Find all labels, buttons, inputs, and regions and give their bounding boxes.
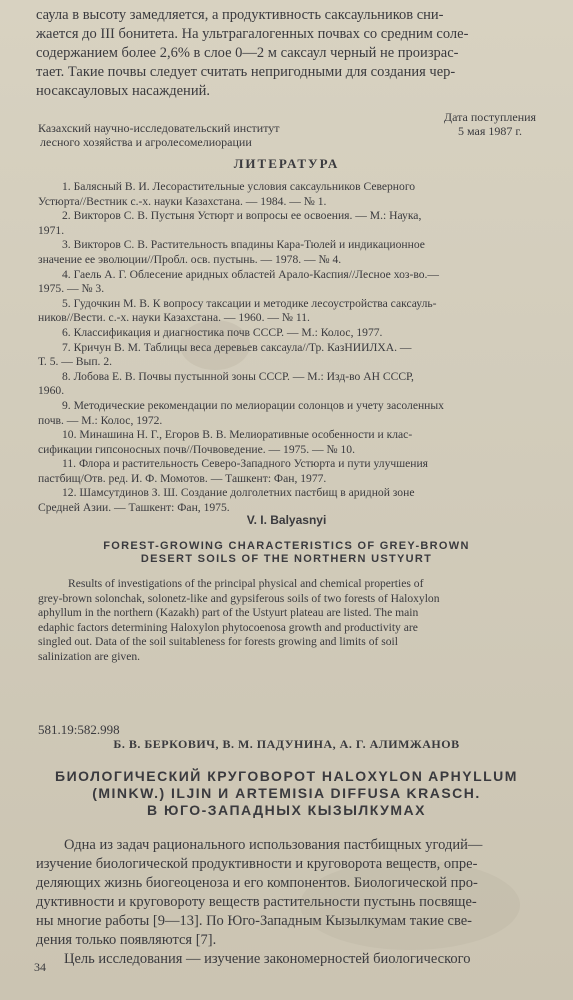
reference-line: 1960.	[38, 384, 65, 398]
abstract-line: Results of investigations of the principal physical and chemical properties of	[68, 577, 424, 590]
reference-line: 11. Флора и растительность Северо-Западного Устюрта и пути улучшения	[62, 457, 429, 471]
reference-line: 8. Лобова Е. В. Почвы пустынной зоны СССР. — М.: Изд-во АН СССР,	[62, 369, 414, 383]
reference-line: 12. Шамсутдинов З. Ш. Создание долголетних пастбищ в аридной зоне	[62, 486, 415, 500]
reference-line: 5. Гудочкин М. В. К вопросу таксации и методике лесоустройства саксауль-	[62, 296, 437, 310]
received-date	[430, 110, 550, 138]
reference-line: Т. 5. — Вып. 2.	[38, 355, 113, 369]
body-line: дуктивности и круговороту веществ растительности пустынь посвяще-	[36, 894, 477, 910]
reference-line: 10. Минашина Н. Г., Егоров В. В. Мелиоративные особенности и клас-	[62, 428, 413, 442]
body-paragraph	[36, 836, 482, 969]
abstract-line: singled out. Data of the soil suitableness for forests growing and limits of soil	[38, 635, 399, 649]
reference-line: значение ее эволюции//Пробл. осв. пустынь. — 1978. — № 4.	[38, 252, 342, 266]
body-line: ны многие работы [9—13]. По Юго-Западным Кызылкумам такие све-	[36, 913, 472, 929]
top-paragraph	[36, 6, 573, 101]
institute-line: лесного хозяйства и агролесомелиорации	[40, 135, 252, 149]
reference-line: ников//Вести. с.-х. науки Казахстана. — 1960. — № 11.	[38, 311, 310, 325]
reference-line: 2. Викторов С. В. Пустыня Устюрт и вопросы ее освоения. — М.: Наука,	[62, 209, 422, 223]
text-line: тает. Такие почвы следует считать непригодными для создания чер-	[36, 64, 456, 80]
abstract-line: grey-brown solonchak, solonetz-like and gypsiferous soils of two forests of Haloxylon	[38, 591, 440, 605]
reference-line: пастбищ/Отв. ред. И. Ф. Момотов. — Ташкент: Фан, 1977.	[38, 471, 327, 485]
institute-line: Казахский научно-исследовательский институт	[38, 121, 280, 135]
reference-line: Средней Азии. — Ташкент: Фан, 1975.	[38, 501, 230, 515]
received-value: 5 мая 1987 г.	[458, 124, 522, 138]
body-line: изучение биологической продуктивности и круговорота веществ, опре-	[36, 856, 478, 872]
body-line: деляющих жизнь биогеоценоза и его компонентов. Биологической про-	[36, 875, 478, 891]
body-line: Одна из задач рационального использования пастбищных угодий—	[64, 837, 483, 853]
body-line: дения только появляются [7].	[36, 932, 217, 948]
body-line: Цель исследования — изучение закономерностей биологического	[64, 951, 471, 967]
russian-title-line: БИОЛОГИЧЕСКИЙ КРУГОВОРОТ HALOXYLON APHYLLUM	[55, 768, 518, 784]
english-title	[0, 540, 573, 566]
reference-line: 6. Классификация и диагностика почв СССР. — М.: Колос, 1977.	[62, 325, 383, 339]
reference-line: 3. Викторов С. В. Растительность впадины Кара-Тюлей и индикационное	[62, 238, 425, 252]
literature-heading: ЛИТЕРАТУРА	[233, 156, 340, 171]
reference-line: 7. Кричун В. М. Таблицы веса деревьев саксаула//Тр. КазНИИЛХА. —	[62, 340, 412, 354]
reference-line: 4. Гаель А. Г. Облесение аридных областей Арало-Каспия//Лесное хоз-во.—	[62, 267, 439, 281]
reference-line: 9. Методические рекомендации по мелиорации солонцов и учету засоленных	[62, 398, 444, 412]
reference-list	[38, 180, 558, 516]
text-line: носаксауловых насаждений.	[36, 83, 210, 99]
russian-title-line: В ЮГО-ЗАПАДНЫХ КЫЗЫЛКУМАХ	[147, 802, 426, 818]
reference-line: почв. — М.: Колос, 1972.	[38, 413, 163, 427]
english-title-line: FOREST-GROWING CHARACTERISTICS OF GREY-BROWN	[103, 540, 470, 552]
reference-line: Устюрта//Вестник с.-х. науки Казахстана. — 1984. — № 1.	[38, 194, 327, 208]
russian-title-line: (MINKW.) ILJIN И ARTEMISIA DIFFUSA KRASCH.	[92, 785, 481, 801]
page-number: 34	[34, 960, 46, 974]
russian-title	[0, 768, 573, 819]
received-label: Дата поступления	[443, 110, 537, 124]
english-abstract	[38, 577, 558, 665]
abstract-line: edaphic factors determining Haloxylon phytocoenosa growth and productivity are	[38, 620, 418, 634]
text-line: жается до III бонитета. На ультрагалогенных почвах со средним соле-	[36, 26, 469, 42]
reference-line: 1. Балясный В. И. Лесорастительные условия саксаульников Северного	[62, 180, 416, 193]
udc-code: 581.19:582.998	[38, 722, 120, 737]
russian-authors: Б. В. БЕРКОВИЧ, В. М. ПАДУНИНА, А. Г. АЛИМЖАНОВ	[113, 737, 460, 751]
english-author: V. I. Balyasnyi	[246, 513, 327, 527]
abstract-line: aphyllum in the northern (Kazakh) part of the Ustyurt plateau are listed. The main	[38, 606, 419, 620]
reference-line: 1975. — № 3.	[38, 282, 105, 296]
reference-line: сификации гипсоносных почв//Почвоведение. — 1975. — № 10.	[38, 442, 355, 456]
abstract-line: salinization are given.	[38, 649, 141, 663]
text-line: саула в высоту замедляется, а продуктивность саксаульников сни-	[36, 7, 444, 23]
reference-line: 1971.	[38, 223, 65, 237]
text-line: содержанием более 2,6% в слое 0—2 м саксаул черный не произрас-	[36, 45, 459, 61]
institute-affiliation	[38, 121, 280, 149]
english-title-line: DESERT SOILS OF THE NORTHERN USTYURT	[140, 553, 433, 565]
